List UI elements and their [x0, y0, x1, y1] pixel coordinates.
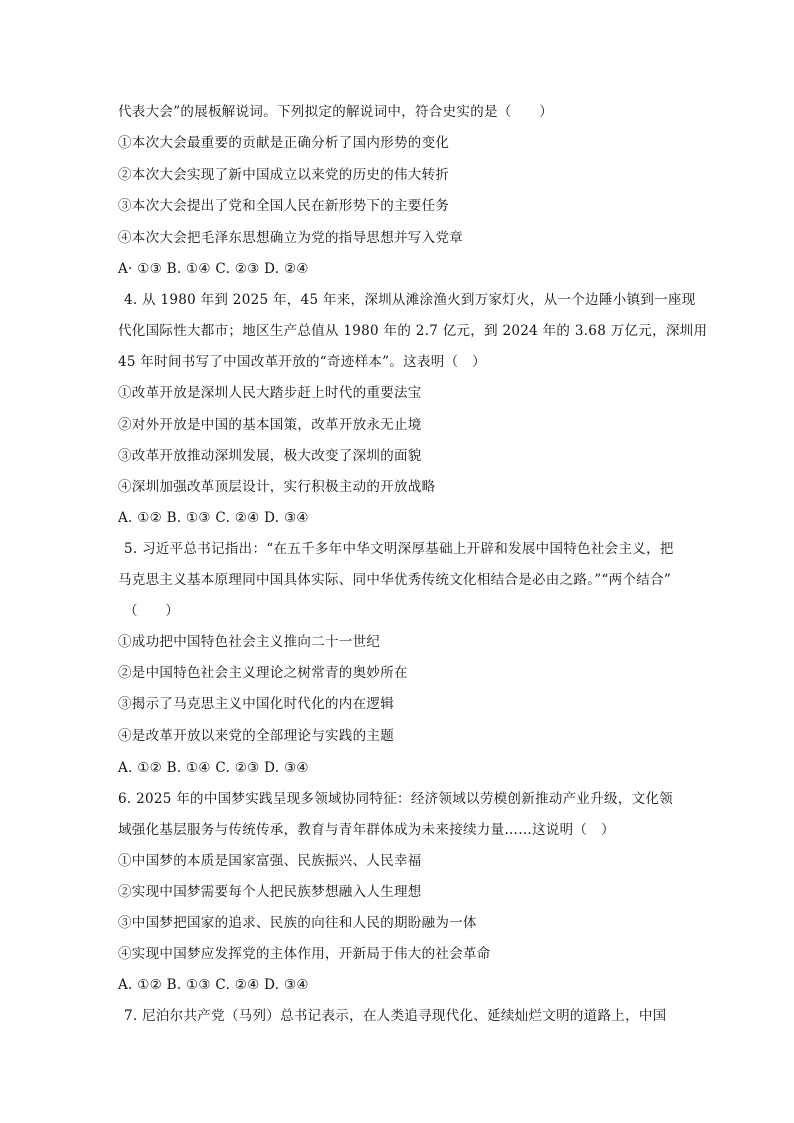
q5-option-2: ②是中国特色社会主义理论之树常青的奥妙所在 [118, 665, 408, 681]
q6-stem-line-2: 域强化基层服务与传统传承，教育与青年群体成为未来接续力量……这说明（ ） [118, 822, 615, 838]
q3-answer-choices: A· ①③ B. ①④ C. ②③ D. ②④ [118, 261, 309, 277]
q7-stem-line-1: 7. 尼泊尔共产党（马列）总书记表示，在人类追寻现代化、延续灿烂文明的道路上，中国 [124, 1008, 667, 1024]
q5-answer-choices: A. ①② B. ①④ C. ②③ D. ③④ [118, 760, 309, 776]
q5-option-4: ④是改革开放以来党的全部理论与实践的主题 [118, 728, 394, 744]
q4-option-2: ②对外开放是中国的基本国策，改革开放永无止境 [118, 417, 422, 433]
q3-option-1: ①本次大会最重要的贡献是正确分析了国内形势的变化 [118, 135, 450, 151]
q3-option-4: ④本次大会把毛泽东思想确立为党的指导思想并写入党章 [118, 230, 463, 246]
q3-option-3: ③本次大会提出了党和全国人民在新形势下的主要任务 [118, 198, 450, 214]
q4-stem-line-2: 代化国际性大都市；地区生产总值从 1980 年的 2.7 亿元，到 2024 年的 3.68 万亿元，深圳用 [118, 323, 708, 339]
q5-stem-line-3: （ ） [124, 603, 180, 619]
q4-stem-line-1: 4. 从 1980 年到 2025 年，45 年来，深圳从滩涂渔火到万家灯火，从一个边陲小镇到一座现 [124, 292, 696, 308]
q5-stem-line-1: 5. 习近平总书记指出：“在五千多年中华文明深厚基础上开辟和发展中国特色社会主义，把 [124, 541, 674, 557]
q6-stem-line-1: 6. 2025 年的中国梦实践呈现多领域协同特征：经济领域以劳模创新推动产业升级，文化领 [118, 791, 674, 807]
q4-option-4: ④深圳加强改革顶层设计，实行积极主动的开放战略 [118, 479, 436, 495]
q4-stem-line-3: 45 年时间书写了中国改革开放的“奇迹样本”。这表明（ ） [118, 354, 486, 370]
q6-answer-choices: A. ①② B. ①③ C. ②④ D. ③④ [118, 977, 309, 993]
q5-option-3: ③揭示了马克思主义中国化时代化的内在逻辑 [118, 696, 394, 712]
q5-option-1: ①成功把中国特色社会主义推向二十一世纪 [118, 634, 381, 650]
q6-option-1: ①中国梦的本质是国家富强、民族振兴、人民幸福 [118, 853, 422, 869]
q3-stem-tail: 代表大会”的展板解说词。下列拟定的解说词中，符合史实的是（ ） [118, 104, 554, 120]
q4-option-1: ①改革开放是深圳人民大踏步赶上时代的重要法宝 [118, 385, 422, 401]
q6-option-4: ④实现中国梦应发挥党的主体作用，开新局于伟大的社会革命 [118, 946, 491, 962]
q6-option-2: ②实现中国梦需要每个人把民族梦想融入人生理想 [118, 884, 422, 900]
q3-option-2: ②本次大会实现了新中国成立以来党的历史的伟大转折 [118, 167, 450, 183]
q6-option-3: ③中国梦把国家的追求、民族的向往和人民的期盼融为一体 [118, 915, 477, 931]
q4-answer-choices: A. ①② B. ①③ C. ②④ D. ③④ [118, 510, 309, 526]
q5-stem-line-2: 马克思主义基本原理同中国具体实际、同中华优秀传统文化相结合是必由之路。”“两个结合” [118, 572, 672, 588]
q4-option-3: ③改革开放推动深圳发展，极大改变了深圳的面貌 [118, 448, 422, 464]
